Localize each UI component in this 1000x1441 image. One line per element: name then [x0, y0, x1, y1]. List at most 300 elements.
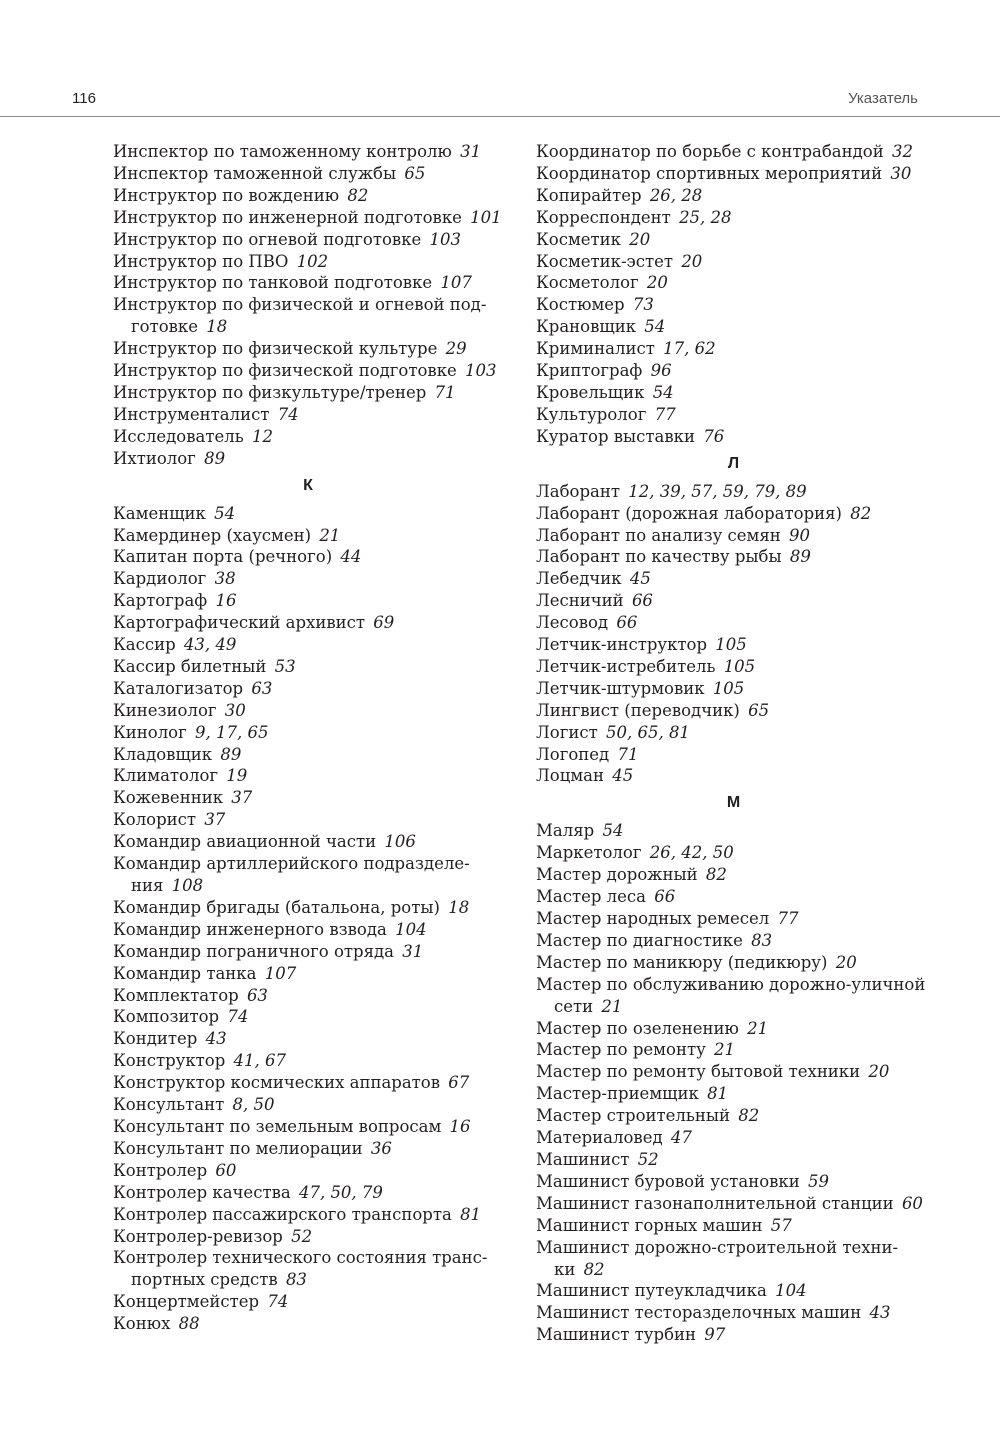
- entry-term: Кинолог: [113, 722, 187, 742]
- entry-pages: 69: [373, 613, 395, 633]
- entry-term: Контролер пассажирского транспорта: [113, 1204, 452, 1224]
- entry-term: ки: [554, 1259, 576, 1279]
- entry-term: Контролер: [113, 1160, 208, 1180]
- entry-pages: 44: [340, 547, 362, 567]
- index-entry: [113, 853, 503, 875]
- entry-pages: 89: [789, 547, 811, 567]
- index-entry: [536, 503, 931, 525]
- index-entry: [113, 382, 503, 404]
- entry-pages: 82: [738, 1106, 760, 1126]
- entry-term: Кардиолог: [113, 569, 207, 589]
- index-entry: [113, 1050, 503, 1072]
- entry-pages: 59: [807, 1171, 829, 1191]
- index-column-left: [113, 141, 503, 1335]
- entry-pages: 19: [226, 766, 248, 786]
- index-entry: [536, 1280, 931, 1302]
- entry-term: Инструктор по физической культуре: [113, 339, 438, 359]
- entry-term: Мастер дорожный: [536, 865, 698, 885]
- entry-term: Инструктор по физкультуре/тренер: [113, 382, 427, 402]
- entry-term: Кожевенник: [113, 788, 224, 808]
- entry-pages: 26, 42, 50: [649, 843, 734, 863]
- entry-pages: 106: [384, 832, 416, 852]
- entry-term: Кровельщик: [536, 382, 645, 402]
- entry-term: Криминалист: [536, 339, 655, 359]
- entry-term: Координатор по борьбе с контрабандой: [536, 142, 884, 161]
- entry-pages: 8, 50: [232, 1095, 275, 1115]
- entry-pages: 41, 67: [233, 1051, 287, 1071]
- entry-pages: 45: [629, 569, 651, 589]
- entry-term: Консультант по мелиорации: [113, 1138, 363, 1158]
- entry-pages: 53: [274, 656, 296, 676]
- entry-pages: 20: [629, 229, 651, 249]
- entry-pages: 45: [612, 766, 634, 786]
- index-entry: [536, 568, 931, 590]
- entry-term: Лаборант по качеству рыбы: [536, 547, 782, 567]
- entry-pages: 16: [449, 1116, 471, 1136]
- entry-pages: 65: [748, 700, 770, 720]
- entry-term: Инструктор по огневой подготовке: [113, 229, 422, 249]
- entry-term: Климатолог: [113, 766, 219, 786]
- entry-term: готовке: [131, 317, 199, 337]
- entry-term: Машинист турбин: [536, 1325, 697, 1345]
- entry-term: Концертмейстер: [113, 1292, 260, 1312]
- index-entry: [536, 185, 931, 207]
- entry-pages: 20: [868, 1062, 890, 1082]
- entry-term: Каменщик: [113, 503, 206, 523]
- index-entry: [113, 1072, 503, 1094]
- entry-pages: 71: [434, 382, 456, 402]
- index-entry: [536, 1149, 931, 1171]
- entry-term: Конструктор: [113, 1051, 226, 1071]
- entry-term: Каталогизатор: [113, 678, 244, 698]
- index-entry: [536, 1302, 931, 1324]
- entry-pages: 103: [465, 361, 497, 381]
- index-entry: [113, 722, 503, 744]
- index-entry: [536, 1018, 931, 1040]
- entry-term: Камердинер (хаусмен): [113, 525, 312, 545]
- entry-term: Капитан порта (речного): [113, 547, 333, 567]
- index-entry: [113, 1247, 503, 1269]
- index-entry: [113, 678, 503, 700]
- index-entry: [536, 765, 931, 787]
- index-entry: [536, 1127, 931, 1149]
- entry-term: Логист: [536, 722, 598, 742]
- index-entry: [536, 1193, 931, 1215]
- entry-pages: 25, 28: [679, 207, 732, 227]
- index-entry: [536, 546, 931, 568]
- entry-term: Инструктор по физической подготовке: [113, 361, 457, 381]
- entry-pages: 89: [204, 448, 226, 468]
- entry-pages: 21: [747, 1018, 769, 1038]
- entry-pages: 96: [650, 361, 672, 381]
- entry-pages: 104: [775, 1281, 807, 1301]
- entry-term: Контролер-ревизор: [113, 1226, 283, 1246]
- index-entry: [113, 1094, 503, 1116]
- entry-term: Лаборант (дорожная лаборатория): [536, 503, 842, 523]
- index-entry: [113, 700, 503, 722]
- index-entry: [113, 1291, 503, 1313]
- index-entry: [536, 930, 931, 952]
- index-entry: [113, 229, 503, 251]
- index-entry: [536, 141, 931, 163]
- entry-term: Машинист путеукладчика: [536, 1281, 767, 1301]
- entry-pages: 82: [347, 185, 369, 205]
- entry-pages: 63: [251, 678, 273, 698]
- entry-term: Машинист тесторазделочных машин: [536, 1303, 862, 1323]
- entry-term: Криптограф: [536, 361, 643, 381]
- index-entry: [113, 1138, 503, 1160]
- index-entry-continuation: [536, 996, 931, 1018]
- index-entry: [113, 1182, 503, 1204]
- page-number: 116: [72, 90, 96, 107]
- entry-pages: 32: [891, 142, 913, 161]
- entry-term: Картографический архивист: [113, 613, 366, 633]
- index-entry: [536, 481, 931, 503]
- entry-pages: 37: [204, 810, 226, 830]
- entry-term: Куратор выставки: [536, 426, 695, 446]
- entry-pages: 66: [616, 613, 638, 633]
- entry-pages: 16: [215, 591, 237, 611]
- entry-pages: 74: [277, 404, 299, 424]
- entry-pages: 20: [646, 273, 668, 293]
- entry-pages: 88: [178, 1314, 200, 1334]
- entry-term: Логопед: [536, 744, 610, 764]
- index-entry: [113, 360, 503, 382]
- index-entry: [113, 787, 503, 809]
- index-entry: [113, 1226, 503, 1248]
- entry-term: Кондитер: [113, 1029, 198, 1049]
- index-entry: [536, 864, 931, 886]
- entry-pages: 20: [835, 952, 857, 972]
- index-entry: [113, 448, 503, 470]
- index-entry: [113, 568, 503, 590]
- index-entry: [113, 634, 503, 656]
- entry-pages: 18: [448, 897, 470, 917]
- index-entry: [113, 1028, 503, 1050]
- index-entry: [536, 1324, 931, 1346]
- index-entry: [536, 1171, 931, 1193]
- index-entry: [536, 590, 931, 612]
- index-entry: [113, 503, 503, 525]
- entry-term: Машинист газонаполнительной станции: [536, 1193, 894, 1213]
- index-entry: [113, 831, 503, 853]
- entry-pages: 47: [670, 1128, 692, 1148]
- entry-pages: 81: [707, 1084, 729, 1104]
- entry-term: Координатор спортивных мероприятий: [536, 163, 883, 183]
- index-entry: [536, 634, 931, 656]
- entry-term: Летчик-истребитель: [536, 656, 716, 676]
- entry-term: Мастер по озеленению: [536, 1018, 739, 1038]
- entry-pages: 43: [205, 1029, 227, 1049]
- entry-term: Летчик-инструктор: [536, 635, 708, 655]
- entry-term: Инспектор таможенной службы: [113, 163, 397, 183]
- index-entry: [536, 229, 931, 251]
- entry-pages: 74: [227, 1007, 249, 1027]
- entry-pages: 105: [715, 635, 747, 655]
- index-entry: [536, 404, 931, 426]
- entry-term: Корреспондент: [536, 207, 671, 227]
- index-entry: [113, 1116, 503, 1138]
- index-entry: [536, 842, 931, 864]
- entry-term: Мастер-приемщик: [536, 1084, 699, 1104]
- index-entry: [113, 207, 503, 229]
- index-entry: [113, 338, 503, 360]
- entry-pages: 37: [231, 788, 253, 808]
- entry-term: Лоцман: [536, 766, 604, 786]
- entry-term: Машинист дорожно-строительной техни-: [536, 1237, 899, 1257]
- index-entry: [113, 251, 503, 273]
- index-entry-continuation: [536, 1259, 931, 1281]
- entry-term: Командир артиллерийского подразделе-: [113, 854, 470, 874]
- entry-term: Картограф: [113, 591, 208, 611]
- entry-term: Мастер по диагностике: [536, 930, 743, 950]
- index-entry: [536, 886, 931, 908]
- entry-pages: 57: [770, 1215, 792, 1235]
- index-entry: [536, 1061, 931, 1083]
- index-entry: [536, 820, 931, 842]
- entry-pages: 104: [395, 919, 427, 939]
- entry-term: Маляр: [536, 821, 595, 841]
- entry-term: Кассир билетный: [113, 656, 267, 676]
- entry-term: Косметик: [536, 229, 621, 249]
- entry-term: Инструктор по инженерной подготовке: [113, 207, 462, 227]
- index-entry: [113, 1313, 503, 1335]
- entry-term: Консультант по земельным вопросам: [113, 1116, 442, 1136]
- index-entry: [536, 338, 931, 360]
- index-entry: [536, 974, 931, 996]
- index-entry: [113, 765, 503, 787]
- index-entry: [536, 678, 931, 700]
- entry-pages: 60: [215, 1160, 237, 1180]
- entry-term: Мастер строительный: [536, 1106, 731, 1126]
- index-entry: [536, 525, 931, 547]
- entry-pages: 54: [644, 317, 666, 337]
- index-entry: [113, 1160, 503, 1182]
- entry-pages: 66: [631, 591, 653, 611]
- index-entry: [536, 382, 931, 404]
- entry-pages: 83: [751, 930, 773, 950]
- index-entry: [113, 163, 503, 185]
- entry-pages: 66: [654, 887, 676, 907]
- index-entry: [536, 360, 931, 382]
- header-divider: [0, 116, 1000, 117]
- entry-pages: 38: [214, 569, 236, 589]
- index-entry: [113, 1204, 503, 1226]
- entry-pages: 77: [654, 404, 676, 424]
- index-entry: [536, 426, 931, 448]
- index-entry: [113, 744, 503, 766]
- entry-term: Инспектор по таможенному контролю: [113, 142, 452, 161]
- entry-term: Инструктор по вождению: [113, 185, 340, 205]
- index-entry: [113, 590, 503, 612]
- entry-term: Материаловед: [536, 1128, 663, 1148]
- entry-term: Машинист: [536, 1149, 630, 1169]
- entry-term: Мастер по ремонту: [536, 1040, 706, 1060]
- entry-term: Мастер по обслуживанию дорожно-уличной: [536, 974, 926, 994]
- entry-term: Контролер технического состояния транс-: [113, 1248, 488, 1268]
- entry-pages: 12, 39, 57, 59, 79, 89: [628, 481, 807, 501]
- entry-term: Командир бригады (батальона, роты): [113, 897, 440, 917]
- entry-pages: 9, 17, 65: [195, 722, 269, 742]
- index-entry: [536, 272, 931, 294]
- entry-term: портных средств: [131, 1270, 278, 1290]
- entry-pages: 30: [890, 163, 912, 183]
- entry-term: Командир авиационной части: [113, 832, 377, 852]
- entry-term: Исследователь: [113, 426, 244, 446]
- entry-pages: 30: [224, 700, 246, 720]
- entry-pages: 89: [220, 744, 242, 764]
- entry-term: Комплектатор: [113, 985, 239, 1005]
- index-entry: [536, 1215, 931, 1237]
- index-entry: [536, 656, 931, 678]
- entry-pages: 82: [583, 1259, 605, 1279]
- index-entry: [113, 656, 503, 678]
- entry-pages: 102: [296, 251, 329, 271]
- entry-term: Копирайтер: [536, 185, 642, 205]
- entry-term: ния: [131, 876, 164, 895]
- index-entry: [113, 525, 503, 547]
- entry-pages: 71: [617, 744, 639, 764]
- index-entry: [536, 744, 931, 766]
- entry-pages: 54: [652, 382, 674, 402]
- entry-term: Ихтиолог: [113, 448, 196, 468]
- index-entry: [113, 1006, 503, 1028]
- index-entry: [536, 952, 931, 974]
- entry-pages: 60: [901, 1193, 923, 1213]
- entry-term: Композитор: [113, 1007, 220, 1027]
- index-entry: [536, 294, 931, 316]
- entry-pages: 54: [214, 503, 236, 523]
- index-entry: [536, 908, 931, 930]
- entry-pages: 21: [714, 1040, 736, 1060]
- entry-pages: 50, 65, 81: [605, 722, 690, 742]
- entry-term: Летчик-штурмовик: [536, 678, 705, 698]
- index-entry: [113, 985, 503, 1007]
- letter-heading: Л: [727, 454, 740, 472]
- entry-pages: 31: [460, 142, 482, 161]
- index-entry: [536, 207, 931, 229]
- entry-pages: 43: [869, 1303, 891, 1323]
- entry-pages: 21: [319, 525, 341, 545]
- entry-pages: 52: [291, 1226, 313, 1246]
- entry-term: Конюх: [113, 1314, 171, 1334]
- index-entry: [113, 897, 503, 919]
- entry-term: Конструктор космических аппаратов: [113, 1073, 441, 1093]
- index-entry: [113, 546, 503, 568]
- index-entry: [113, 919, 503, 941]
- entry-pages: 26, 28: [649, 185, 703, 205]
- entry-pages: 81: [460, 1204, 482, 1224]
- index-entry: [113, 404, 503, 426]
- entry-term: Косметик-эстет: [536, 251, 674, 271]
- entry-term: Мастер леса: [536, 887, 646, 907]
- entry-pages: 107: [440, 273, 472, 293]
- entry-pages: 29: [445, 339, 467, 359]
- index-entry: [113, 426, 503, 448]
- entry-term: Крановщик: [536, 317, 637, 337]
- entry-pages: 73: [632, 295, 654, 315]
- index-entry: [113, 294, 503, 316]
- section-title: Указатель: [848, 90, 918, 107]
- entry-pages: 12: [251, 426, 273, 446]
- entry-pages: 36: [370, 1138, 392, 1158]
- entry-term: Мастер по ремонту бытовой техники: [536, 1062, 861, 1082]
- entry-term: Косметолог: [536, 273, 639, 293]
- entry-term: Маркетолог: [536, 843, 642, 863]
- letter-heading: М: [726, 794, 741, 812]
- index-entry: [113, 141, 503, 163]
- entry-term: Колорист: [113, 810, 197, 830]
- index-entry: [536, 1237, 931, 1259]
- index-entry: [536, 251, 931, 273]
- page-header: [0, 0, 1000, 118]
- entry-term: Командир танка: [113, 963, 257, 983]
- entry-pages: 103: [429, 229, 462, 249]
- entry-pages: 108: [171, 876, 204, 895]
- entry-term: Кинезиолог: [113, 700, 217, 720]
- entry-pages: 31: [402, 941, 424, 961]
- entry-term: Машинист горных машин: [536, 1215, 763, 1235]
- entry-term: Инструктор по ПВО: [113, 251, 289, 271]
- index-entry-continuation: [113, 875, 503, 897]
- entry-pages: 52: [637, 1149, 659, 1169]
- entry-term: Кладовщик: [113, 744, 213, 764]
- index-entry: [113, 809, 503, 831]
- index-entry: [113, 963, 503, 985]
- entry-term: Лаборант по анализу семян: [536, 525, 781, 545]
- letter-heading: К: [303, 476, 313, 494]
- entry-term: Костюмер: [536, 295, 625, 315]
- entry-pages: 74: [267, 1292, 289, 1312]
- entry-term: Командир пограничного отряда: [113, 941, 394, 961]
- entry-term: Машинист буровой установки: [536, 1171, 800, 1191]
- index-entry: [536, 722, 931, 744]
- entry-term: Инструменталист: [113, 404, 270, 424]
- entry-pages: 21: [601, 996, 623, 1016]
- index-entry: [536, 612, 931, 634]
- index-entry: [536, 163, 931, 185]
- entry-term: Лингвист (переводчик): [536, 700, 740, 720]
- index-entry: [113, 272, 503, 294]
- entry-term: Командир инженерного взвода: [113, 919, 387, 939]
- entry-pages: 82: [850, 503, 872, 523]
- entry-pages: 105: [712, 678, 745, 698]
- entry-term: Лесничий: [536, 591, 624, 611]
- entry-pages: 97: [704, 1325, 726, 1345]
- entry-term: Консультант: [113, 1095, 225, 1115]
- index-entry: [536, 1083, 931, 1105]
- index-entry: [536, 700, 931, 722]
- entry-term: Лесовод: [536, 613, 609, 633]
- entry-term: Мастер по маникюру (педикюру): [536, 952, 828, 972]
- entry-pages: 43, 49: [183, 635, 237, 655]
- index-column-right: [536, 141, 931, 1346]
- index-entry: [113, 185, 503, 207]
- entry-term: Лебедчик: [536, 569, 622, 589]
- entry-pages: 67: [448, 1073, 470, 1093]
- entry-pages: 65: [404, 163, 426, 183]
- entry-pages: 63: [246, 985, 268, 1005]
- entry-term: Контролер качества: [113, 1182, 291, 1202]
- index-entry: [536, 316, 931, 338]
- index-entry-continuation: [113, 1269, 503, 1291]
- entry-term: Лаборант: [536, 481, 620, 501]
- entry-pages: 83: [285, 1270, 307, 1290]
- entry-pages: 90: [789, 525, 811, 545]
- entry-pages: 17, 62: [663, 339, 716, 359]
- entry-pages: 101: [470, 207, 502, 227]
- entry-pages: 82: [705, 865, 727, 885]
